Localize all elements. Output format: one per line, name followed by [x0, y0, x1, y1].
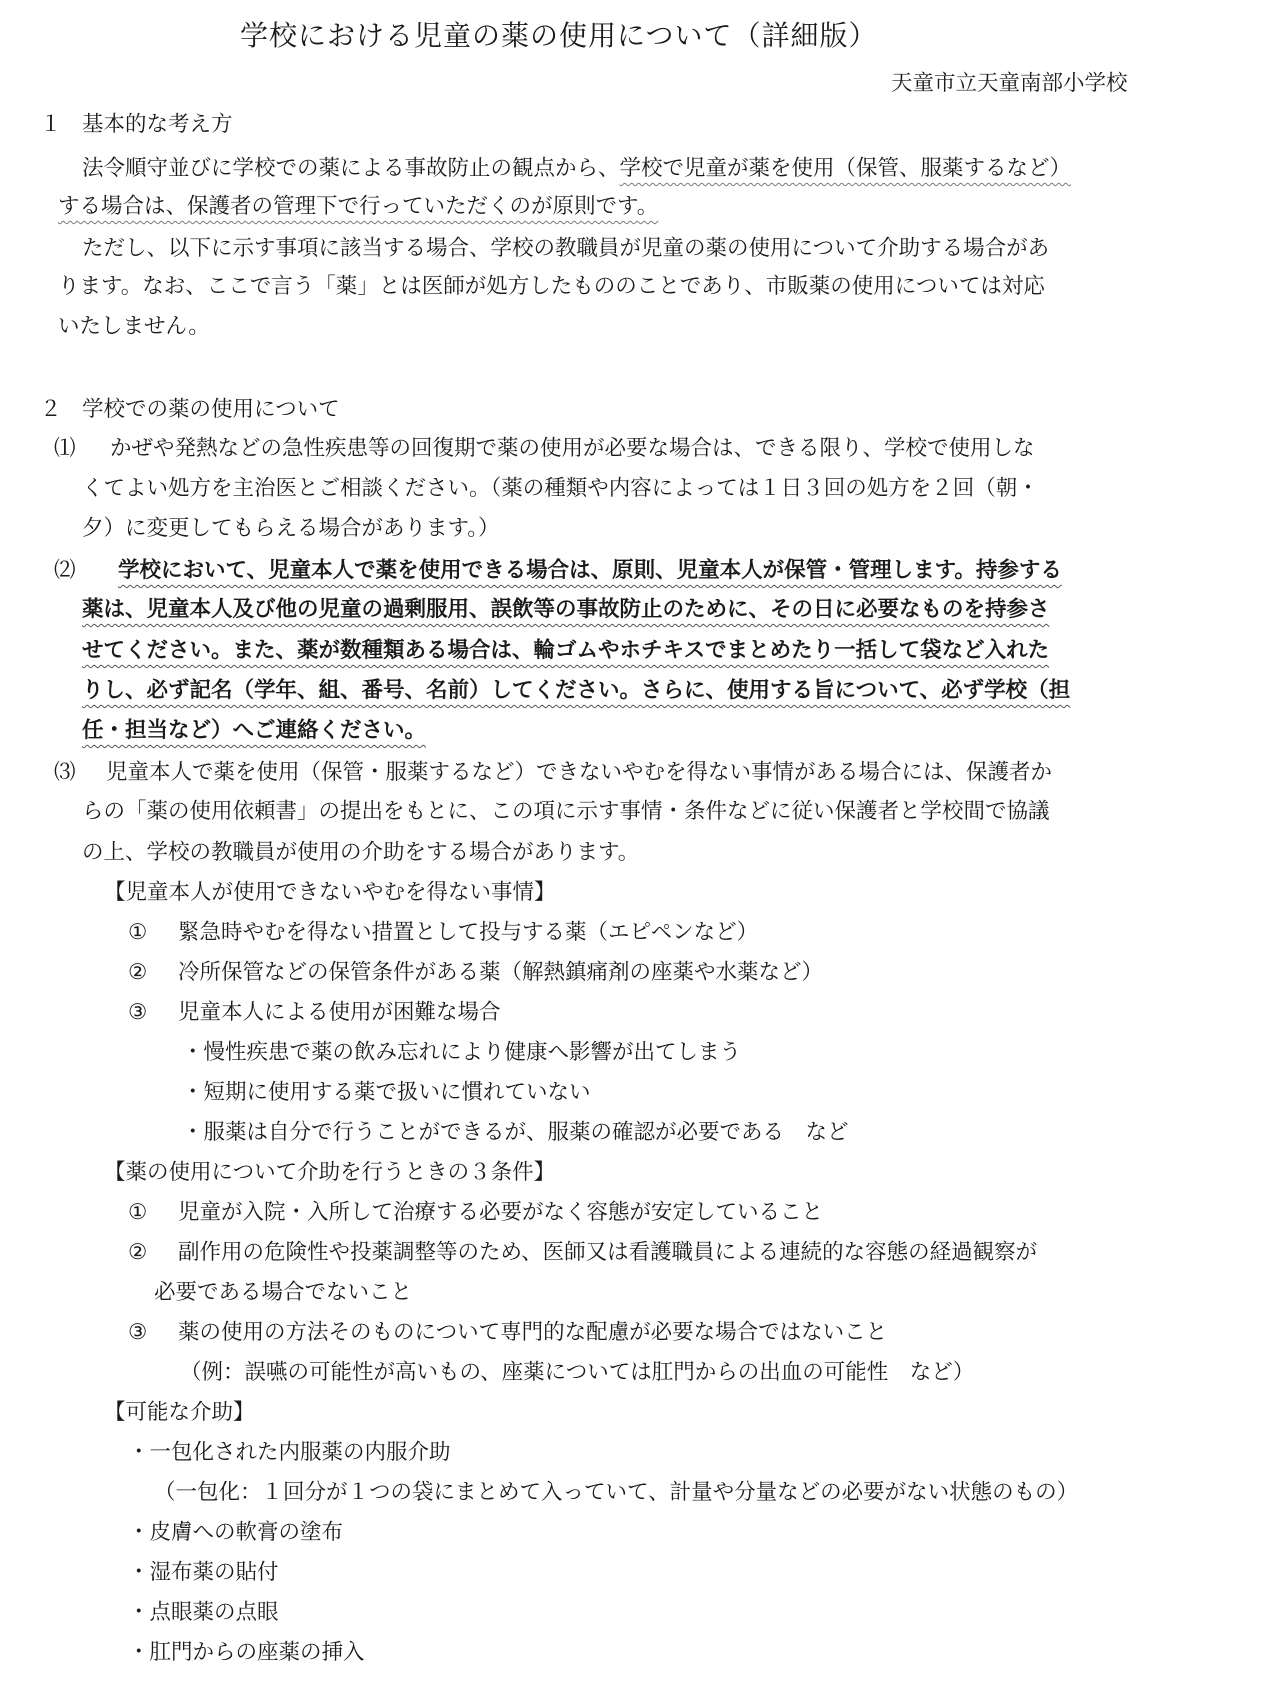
assist-item-5: ・肛門からの座薬の挿入: [128, 1640, 365, 1665]
item-3-line-1: 児童本人で薬を使用（保管・服薬するなど）できないやむを得ない事情がある場合には、保護者か: [106, 760, 1053, 785]
section-2-number: ２: [40, 397, 62, 422]
item-3-line-2: らの「薬の使用依頼書」の提出をもとに、この項に示す事情・条件などに従い保護者と学校間で協議: [82, 799, 1050, 824]
reason-3-bullet-2: ・短期に使用する薬で扱いに慣れていない: [182, 1080, 591, 1105]
section-1-para-1-line-1: 法令順守並びに学校での薬による事故防止の観点から、学校で児童が薬を使用（保管、服薬するなど）: [82, 156, 1072, 181]
reason-1-number: ①: [128, 920, 148, 945]
assist-item-2: ・皮膚への軟膏の塗布: [128, 1520, 344, 1545]
item-3-line-3: の上、学校の教職員が使用の介助をする場合があります。: [82, 840, 640, 865]
item-2-line-1: 学校において、児童本人で薬を使用できる場合は、原則、児童本人が保管・管理します。持参する: [118, 558, 1062, 583]
assist-item-3: ・湿布薬の貼付: [128, 1560, 279, 1585]
section-1-heading: 基本的な考え方: [82, 112, 233, 137]
assist-item-4: ・点眼薬の点眼: [128, 1600, 279, 1625]
item-2-line-2: 薬は、児童本人及び他の児童の過剰服用、誤飲等の事故防止のために、その日に必要なものを持参さ: [82, 597, 1050, 622]
assist-item-1-note: （一包化：１回分が１つの袋にまとめて入っていて、計量や分量などの必要がない状態のもの）: [154, 1480, 1079, 1505]
item-1-number: ⑴: [54, 436, 76, 461]
reason-3: 児童本人による使用が困難な場合: [178, 1000, 501, 1025]
reason-3-number: ③: [128, 1000, 148, 1025]
reason-2: 冷所保管などの保管条件がある薬（解熱鎮痛剤の座薬や水薬など）: [178, 960, 824, 985]
conditions-heading: 【薬の使用について介助を行うときの３条件】: [104, 1160, 556, 1185]
item-2-line-4: りし、必ず記名（学年、組、番号、名前）してください。さらに、使用する旨について、必ず学校（担: [82, 678, 1071, 703]
document-title: 学校における児童の薬の使用について（詳細版）: [240, 19, 878, 52]
section-1-para-2-line-1: ただし、以下に示す事項に該当する場合、学校の教職員が児童の薬の使用について介助する場合があ: [82, 236, 1050, 261]
condition-2-line-2: 必要である場合でないこと: [154, 1280, 413, 1305]
assist-heading: 【可能な介助】: [104, 1400, 255, 1425]
reason-2-number: ②: [128, 960, 148, 985]
condition-2-number: ②: [128, 1240, 148, 1265]
section-1-number: １: [40, 112, 62, 137]
section-1-para-2-line-3: いたしません。: [58, 314, 210, 339]
underlined-text: 学校で児童が薬を使用（保管、服薬するなど）: [619, 156, 1072, 181]
section-1-para-2-line-2: ります。なお、ここで言う「薬」とは医師が処方したもののことであり、市販薬の使用については対応: [58, 274, 1045, 299]
condition-2-line-1: 副作用の危険性や投薬調整等のため、医師又は看護職員による連続的な容態の経過観察が: [178, 1240, 1038, 1265]
condition-1-number: ①: [128, 1200, 148, 1225]
reasons-heading: 【児童本人が使用できないやむを得ない事情】: [104, 880, 556, 905]
item-1-line-3: 夕）に変更してもらえる場合があります。）: [82, 516, 500, 541]
section-1-para-1-line-2: する場合は、保護者の管理下で行っていただくのが原則です。: [58, 194, 659, 219]
item-2-line-5: 任・担当など）へご連絡ください。: [82, 718, 427, 743]
condition-1: 児童が入院・入所して治療する必要がなく容態が安定していること: [178, 1200, 824, 1225]
condition-3-number: ③: [128, 1320, 148, 1345]
item-2-number: ⑵: [54, 558, 76, 583]
section-2-heading: 学校での薬の使用について: [82, 397, 340, 422]
item-1-line-2: くてよい処方を主治医とご相談ください。（薬の種類や内容によっては１日３回の処方を２回（朝・: [82, 476, 1039, 501]
item-1-line-1: かぜや発熱などの急性疾患等の回復期で薬の使用が必要な場合は、できる限り、学校で使用しな: [110, 436, 1035, 461]
assist-item-1: ・一包化された内服薬の内服介助: [128, 1440, 451, 1465]
condition-3-example: （例：誤嚥の可能性が高いもの、座薬については肛門からの出血の可能性 など）: [180, 1360, 975, 1385]
item-3-number: ⑶: [54, 760, 76, 785]
school-name: 天童市立天童南部小学校: [891, 71, 1128, 96]
reason-3-bullet-3: ・服薬は自分で行うことができるが、服薬の確認が必要である など: [182, 1120, 849, 1145]
item-2-line-3: せてください。また、薬が数種類ある場合は、輪ゴムやホチキスでまとめたり一括して袋など入れた: [82, 638, 1050, 663]
condition-3: 薬の使用の方法そのものについて専門的な配慮が必要な場合ではないこと: [178, 1320, 888, 1345]
reason-1: 緊急時やむを得ない措置として投与する薬（エピペンなど）: [178, 920, 759, 945]
reason-3-bullet-1: ・慢性疾患で薬の飲み忘れにより健康へ影響が出てしまう: [182, 1040, 742, 1065]
